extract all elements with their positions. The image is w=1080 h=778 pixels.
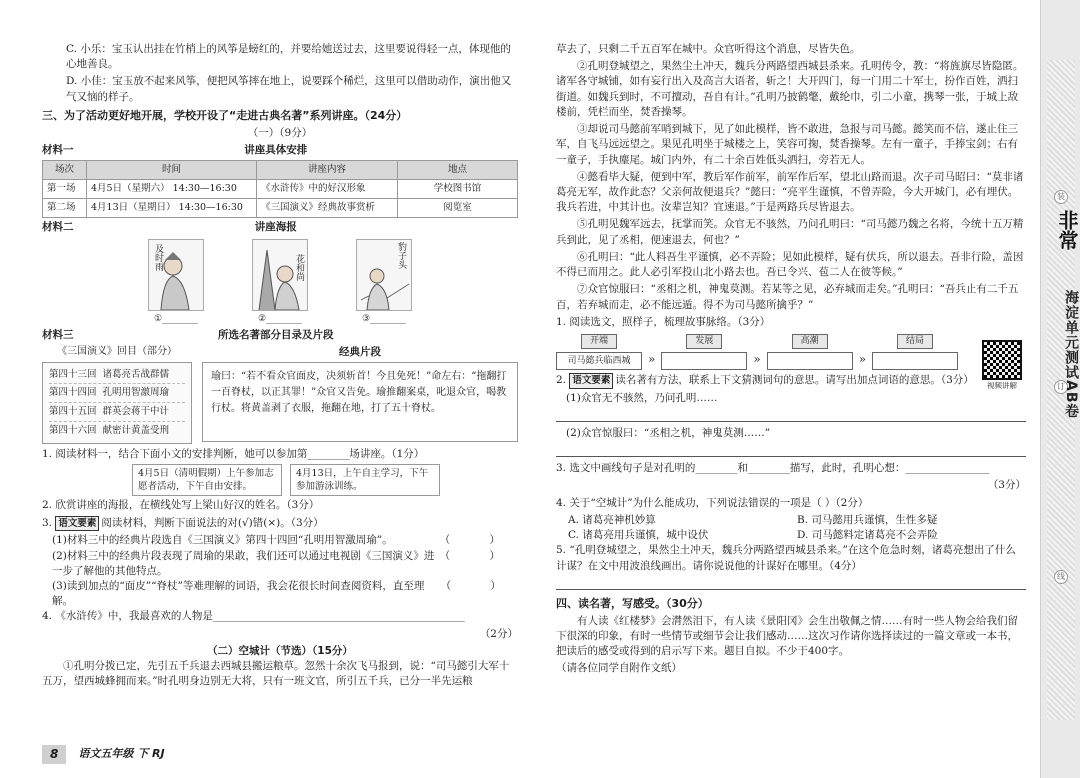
q2-item: (1)众官无不骇然，乃问孔明…… — [566, 391, 718, 404]
r-question-1: 1. 阅读选文，照样子，梳理故事脉络。（3分） — [556, 315, 771, 328]
table-row — [43, 198, 518, 217]
footer-text: 语文五年级 下 RJ — [78, 747, 165, 761]
flow-answer-box[interactable] — [767, 352, 853, 370]
list-item: 第四十五回 群英会蒋干中计 — [49, 403, 185, 422]
flow-label: 开端 — [581, 334, 617, 349]
material2-header — [42, 220, 518, 235]
answer-line[interactable] — [556, 443, 1026, 457]
poster-text: 花和尚 — [294, 253, 304, 281]
flow-step — [556, 334, 642, 370]
binding-strip — [1040, 0, 1080, 778]
binding-hole-icon: 订 — [1054, 380, 1068, 394]
material3-body — [42, 345, 518, 444]
arrow-icon: » — [858, 351, 867, 366]
material2-title: 讲座海报 — [254, 220, 297, 233]
option-d: D. 小佳：宝玉放不起来风筝，便把风筝摔在地上，说要踩个稀烂，这里可以借助动作，演出他又气又恼的样子。 — [66, 75, 512, 103]
material3-header — [42, 328, 518, 343]
poster-illustration — [356, 239, 412, 311]
section3-title: 三、为了活动更好地开展，学校开设了“走进古典名著”系列讲座。（24分） — [42, 108, 408, 122]
poster: 及时雨 ①________ — [146, 239, 206, 326]
option: C. 诸葛亮用兵谨慎，城中设伏 — [568, 529, 709, 542]
cell: 《水浒传》中的好汉形象 — [257, 180, 398, 199]
qr-caption: 视频讲解 — [987, 381, 1017, 390]
answer-line[interactable] — [556, 576, 1026, 590]
poster-row — [42, 239, 518, 326]
option-c: C. 小乐：宝玉认出挂在竹梢上的风筝是螃红的，并要给她送过去，这里要说得轻一点，体现他的心地善良。 — [66, 43, 511, 71]
page-footer — [42, 745, 165, 764]
story-flow — [556, 334, 1026, 370]
cell: 4月13日（星期日） 14:30—16:30 — [87, 198, 257, 217]
qr-code[interactable] — [980, 340, 1024, 392]
poster-illustration — [148, 239, 204, 311]
cell: 4月5日（星期六） 14:30—16:30 — [87, 180, 257, 199]
poster-text: 豹子头 — [396, 241, 406, 269]
arrow-icon: » — [753, 351, 761, 366]
toc — [42, 345, 192, 444]
excerpt-text: 瑜曰：“若不看众官面皮，决须斩首！今且免死！”命左右：“拖翻打一百脊杖，以正其罪！”众官又告免。瑜推翻案桌，叱退众官，喝教行杖。将黄盖剥了衣服，拖翻在地，打了五十脊杖。 — [202, 362, 518, 442]
poster-caption: ③ — [361, 313, 371, 324]
answer-paren[interactable]: （ ） — [439, 534, 518, 547]
passage-paragraph: ⑦众官惊服曰：“丞相之机，神鬼莫测。若某等之见，必弃城而走矣。”孔明曰：“吾兵止有二千五百，若弃城而走，必不能远遁。得不为司马懿所擒乎？” — [556, 283, 1019, 311]
passage-paragraph: ⑤孔明见魏军远去，抚掌而笑。众官无不骇然，乃问孔明曰：“司马懿乃魏之名将，今统十五万精兵到此，见了丞相，便速退去，何也？” — [556, 218, 1024, 246]
col-header: 讲座内容 — [257, 161, 398, 180]
option: B. 司马懿用兵谨慎，生性多疑 — [797, 513, 938, 526]
q1-box: 4月5日（清明假期）上午参加志愿者活动，下午自由安排。 — [132, 464, 282, 497]
answer-line[interactable] — [556, 408, 1026, 422]
poster-illustration — [252, 239, 308, 311]
answer-paren[interactable]: （ ） — [439, 549, 518, 562]
flow-label: 结局 — [897, 334, 933, 349]
poster-caption: ① — [153, 313, 163, 324]
cell: 学校图书馆 — [398, 180, 518, 199]
toc-list — [42, 362, 192, 444]
flow-step — [872, 334, 958, 370]
flow-step — [767, 334, 853, 370]
q3-item: (1)材料三中的经典片段选自《三国演义》第四十四回“孔明用智激周瑜”。 （ ） — [42, 533, 518, 548]
binding-hole-icon: 装 — [1054, 190, 1068, 204]
r-question-4: 4. 关于“空城计”为什么能成功，下列说法错误的一项是（ ）（2分） — [556, 496, 869, 509]
material1-label: 材料一 — [42, 144, 74, 157]
question-2: 2. 欣赏讲座的海报，在横线处写上梁山好汉的姓名。（3分） — [42, 499, 320, 512]
poster: 豹子头 ③________ — [354, 239, 414, 326]
material3-label: 材料三 — [42, 328, 74, 341]
material2-label: 材料二 — [42, 220, 74, 233]
r-question-5: 5. “孔明登城望之，果然尘土冲天，魏兵分两路望西城县杀来。”在这个危急时刻，诸葛亮想出了什么计谋？在文中用波浪线画出。请你说说他的计谋好在哪里。（4分） — [556, 544, 1016, 572]
q1-box: 4月13日，上午自主学习，下午参加游泳训练。 — [290, 464, 440, 497]
r-question-2: 2. 语文要素 读名著有方法，联系上下文猜测词句的意思。请写出加点词语的意思。（3分） — [556, 373, 1026, 389]
book-title: 海淀单元测试AB卷 — [1063, 290, 1079, 419]
section4-note: （请各位同学自附作文纸） — [556, 662, 682, 675]
question-4: 4. 《水浒传》中，我最喜欢的人物是________________________________________________ — [42, 610, 465, 623]
part2-title: （二）空城计（节选）（15分） — [207, 644, 353, 657]
passage-paragraph: 草去了，只剩二千五百军在城中。众官听得这个消息，尽皆失色。 — [556, 43, 861, 55]
right-page — [540, 0, 1040, 778]
material1-header — [42, 143, 518, 158]
page-number: 8 — [42, 745, 66, 764]
q3-score: （3分） — [987, 479, 1026, 492]
list-item: 第四十六回 献密计黄盖受刑 — [49, 424, 170, 436]
flow-answer-box[interactable] — [872, 352, 958, 370]
schedule-header-row — [43, 161, 518, 180]
passage-paragraph: ③却说司马懿前军哨到城下，见了如此模样，皆不敢进，急报与司马懿。懿笑而不信，遂止住三军，自飞马远远望之。果见孔明坐于城楼之上，笑容可掬，焚香操琴。左有一童子，手捧宝剑；右有一童子，手执麈尾。城门内外，有二十余百姓低头洒扫，旁若无人。 — [556, 123, 1018, 166]
q4-score: （2分） — [479, 627, 518, 640]
q4-options — [556, 513, 1026, 543]
question-3: 3. 语文要素 阅读材料，判断下面说法的对(√)错(×)。（3分） — [42, 516, 518, 532]
q3-item: (3)读到加点的“面皮”“脊杖”等难理解的词语，我会花很长时间查阅资料，直至理解。 （ ） — [42, 579, 518, 609]
toc-title: 《三国演义》回目（部分） — [57, 346, 177, 358]
passage-paragraph: ⑥孔明曰：“此人料吾生平谨慎，必不弄险；见如此模样，疑有伏兵，所以退去。吾非行险，盖因不得已而用之。此人必引军投山北小路去也。吾已令兴、苞二人在彼等候。” — [556, 250, 1024, 279]
col-header: 地点 — [398, 161, 518, 180]
passage-paragraph: ④懿看毕大疑，便到中军，教后军作前军，前军作后军，望北山路而退。次子司马昭曰：“莫非诸葛亮无军，故作此态？父亲何故便退兵？”懿曰：“亮平生谨慎，不曾弄险，今大开城门，必有埋伏。我兵若进，中其计也。汝辈岂知？宜速退。”于是两路兵尽皆退去。 — [556, 170, 1024, 214]
list-item: 第四十四回 孔明用智激周瑜 — [49, 384, 185, 403]
cell: 阅览室 — [398, 198, 518, 217]
flow-label: 高潮 — [792, 334, 828, 349]
poster: 花和尚 ②________ — [250, 239, 310, 326]
excerpt — [202, 345, 518, 444]
binding-hole-icon: 线 — [1054, 570, 1068, 584]
table-row — [43, 180, 518, 199]
material3-title: 所选名著部分目录及片段 — [218, 328, 334, 341]
option: A. 诸葛亮神机妙算 — [568, 513, 656, 526]
cell: 第一场 — [43, 180, 87, 199]
passage-paragraph: ②孔明登城望之，果然尘土冲天，魏兵分两路望西城县杀来。孔明传令，教：“将旌旗尽皆隐匿。诸军各守城铺，如有妄行出入及高言大语者，斩之！大开四门，每一门用二十军士，扮作百姓，洒扫街道。如魏兵到时，不可擅动，吾自有计。”孔明乃披鹤氅，戴纶巾，引二小童，携琴一张，于城上敌楼前，凭栏而坐，焚香操琴。 — [556, 60, 1024, 118]
cell: 《三国演义》经典故事赏析 — [257, 198, 398, 217]
col-header: 时间 — [87, 161, 257, 180]
flow-label: 发展 — [686, 334, 722, 349]
qr-code-icon — [982, 340, 1022, 380]
answer-paren[interactable]: （ ） — [440, 580, 519, 593]
material1-title: 讲座具体安排 — [244, 144, 308, 157]
arrow-icon: » — [648, 351, 656, 366]
r-question-3: 3. 选文中画线句子是对孔明的________和________描写，此时，孔明心想：________________ — [556, 462, 990, 475]
tag-badge: 语文要素 — [569, 373, 613, 389]
brand-logo: 非常 — [1055, 210, 1079, 250]
schedule-table — [42, 160, 518, 217]
col-header: 场次 — [43, 161, 87, 180]
flow-step — [661, 334, 747, 370]
list-item: 第四十三回 诸葛亮舌战群儒 — [49, 366, 185, 385]
passage-paragraph: ①孔明分拨已定，先引五千兵退去西城县搬运粮草。忽然十余次飞马报到，说：“司马懿引大军十五万，望西城蜂拥而来。”时孔明身边别无大将，只有一班文官，所引五千兵，已分一半先运粮 — [42, 660, 510, 688]
q1-schedule-boxes — [132, 464, 518, 497]
section4-title: 四、读名著，写感受。（30分） — [556, 596, 709, 610]
q3-item: (2)材料三中的经典片段表现了周瑜的果敢，我们还可以通过电视剧《三国演义》进一步了解他的其他特点。 （ ） — [42, 549, 518, 579]
excerpt-title: 经典片段 — [339, 346, 381, 359]
section4-text: 有人读《红楼梦》会潸然泪下，有人读《景阳冈》会生出敬佩之情……有时一些人物会给我们留下很深的印象，有时一些情节或细节会让我们感动……这次习作请你选择读过的一篇文章或一本书，把读后的感受或得到的启示写下来。题目自拟。不少于400字。 — [556, 614, 1018, 658]
cell: 第二场 — [43, 198, 87, 217]
q2-item: (2)众官惊服曰：“丞相之机，神鬼莫测……” — [566, 426, 771, 439]
flow-answer-box[interactable] — [661, 352, 747, 370]
question-1: 1. 阅读材料一，结合下面小文的安排判断，她可以参加第________场讲座。（1分） — [42, 447, 425, 460]
part1-title: （一）（9分） — [247, 126, 313, 139]
poster-text: 及时雨 — [153, 243, 164, 271]
poster-caption: ② — [257, 313, 267, 324]
tag-badge: 语文要素 — [55, 516, 99, 532]
option: D. 司马懿料定诸葛亮不会弄险 — [797, 529, 938, 542]
flow-box: 司马懿兵临西城 — [556, 352, 642, 370]
